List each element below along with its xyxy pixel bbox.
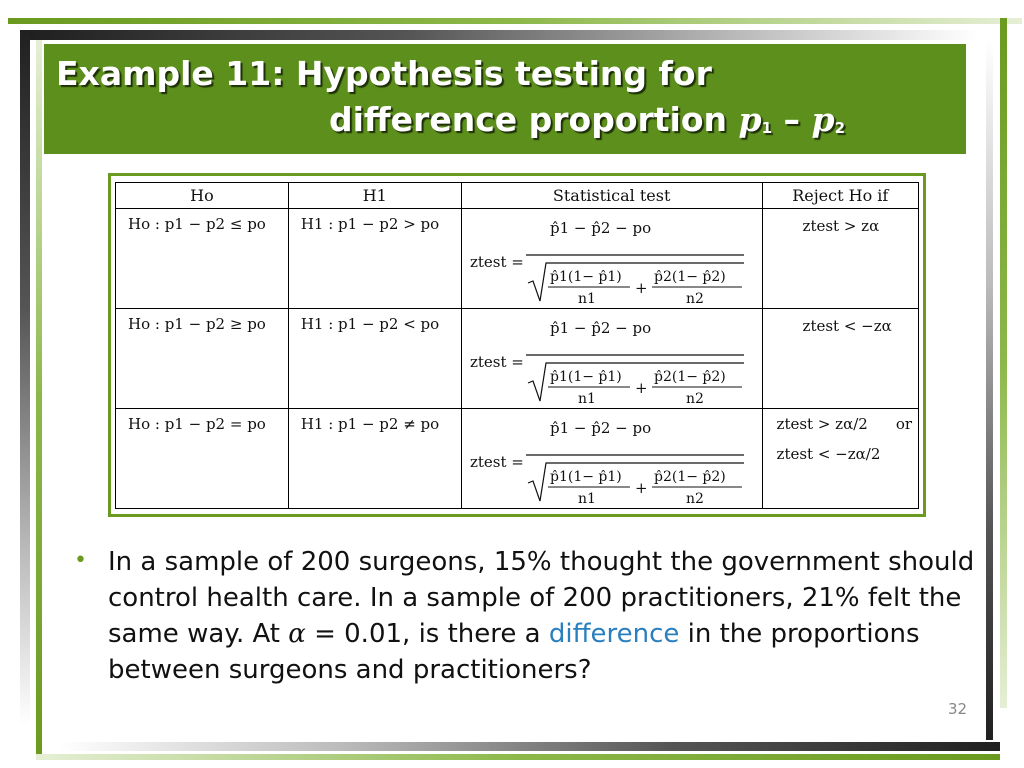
- plus-sign: +: [634, 479, 648, 497]
- formula-svg: [470, 211, 760, 305]
- frame-bottom-green-bar: [36, 754, 1000, 760]
- cell-reject-rule: ztest > zα: [762, 209, 918, 309]
- formula-numerator: p̂1 − p̂2 − po: [549, 419, 651, 437]
- frame-bottom-dark-bar: [60, 742, 1000, 751]
- title-sub2: 2: [834, 119, 846, 137]
- term1-denominator: n1: [577, 391, 596, 405]
- hypothesis-table-frame: [108, 173, 926, 517]
- formula-numerator: p̂1 − p̂2 − po: [549, 319, 651, 337]
- bullet-text-part2: = 0.01, is there a: [305, 619, 549, 649]
- bullet-icon: •: [74, 548, 87, 573]
- term2-numerator: p̂2(1− p̂2): [653, 269, 726, 285]
- term2-denominator: n2: [685, 491, 704, 505]
- bullet-text-part1: In a sample of 200 surgeons, 15% thought the government should control health care. In a sample of 200 practitioners, 21% felt the same way. At: [108, 547, 975, 649]
- frame-right-green-bar: [1000, 18, 1007, 708]
- formula-svg: [470, 311, 760, 405]
- table-row: [116, 209, 919, 309]
- title-text: difference proportion: [329, 100, 739, 139]
- slide-number: 32: [948, 700, 968, 718]
- slide-title-line-1: Example 11: Hypothesis testing for: [56, 54, 712, 93]
- term2-denominator: n2: [685, 391, 704, 405]
- cell-null-hypothesis: Ho : p1 − p2 ≤ po: [116, 209, 289, 309]
- term2-numerator: p̂2(1− p̂2): [653, 469, 726, 485]
- cell-null-hypothesis: Ho : p1 − p2 = po: [116, 409, 289, 509]
- term1-denominator: n1: [577, 491, 596, 505]
- term2-numerator: p̂2(1− p̂2): [653, 369, 726, 385]
- bullet-paragraph: [108, 544, 978, 688]
- formula-numerator: p̂1 − p̂2 − po: [549, 219, 651, 237]
- table-row: [116, 409, 919, 509]
- highlighted-word: difference: [548, 619, 680, 649]
- cell-alt-hypothesis: H1 : p1 − p2 > po: [288, 209, 461, 309]
- header-statistical-test: Statistical test: [461, 183, 762, 209]
- formula-svg: [470, 411, 760, 505]
- plus-sign: +: [634, 279, 648, 297]
- cell-reject-rule: ztest < −zα: [762, 309, 918, 409]
- header-h0: Ho: [116, 183, 289, 209]
- cell-reject-rule: [762, 409, 918, 509]
- term1-denominator: n1: [577, 291, 596, 305]
- cell-null-hypothesis: Ho : p1 − p2 ≥ po: [116, 309, 289, 409]
- plus-sign: +: [634, 379, 648, 397]
- cell-test-formula: [461, 309, 762, 409]
- reject-rule-or: or: [895, 415, 913, 433]
- title-sub1: 1: [761, 119, 773, 137]
- cell-test-formula: [461, 409, 762, 509]
- frame-top-dark-bar: [30, 30, 978, 40]
- table-header-row: [116, 183, 919, 209]
- formula-lhs: ztest =: [469, 353, 524, 371]
- cell-alt-hypothesis: H1 : p1 − p2 < po: [288, 309, 461, 409]
- term1-numerator: p̂1(1− p̂1): [549, 469, 622, 485]
- frame-top-green-bar: [8, 18, 1022, 24]
- title-p2: p: [811, 100, 835, 139]
- frame-left-green-bar: [36, 40, 42, 754]
- cell-alt-hypothesis: H1 : p1 − p2 ≠ po: [288, 409, 461, 509]
- header-reject-if: Reject Ho if: [762, 183, 918, 209]
- header-h1: H1: [288, 183, 461, 209]
- table-row: [116, 309, 919, 409]
- term2-denominator: n2: [685, 291, 704, 305]
- frame-left-dark-bar: [20, 30, 30, 726]
- frame-right-dark-bar: [986, 40, 993, 740]
- reject-rule-upper: ztest > zα/2: [776, 415, 868, 433]
- bullet-text-part3: in the proportions between surgeons and practitioners?: [108, 619, 920, 685]
- term1-numerator: p̂1(1− p̂1): [549, 369, 622, 385]
- title-p1: p: [738, 100, 762, 139]
- reject-rule-lower: ztest < −zα/2: [776, 445, 881, 463]
- title-minus: –: [772, 100, 812, 139]
- alpha-symbol: α: [288, 619, 306, 649]
- slide-title-box: [44, 44, 966, 154]
- formula-lhs: ztest =: [469, 253, 524, 271]
- cell-test-formula: [461, 209, 762, 309]
- term1-numerator: p̂1(1− p̂1): [549, 269, 622, 285]
- slide-title-line-2: [329, 100, 845, 139]
- formula-lhs: ztest =: [469, 453, 524, 471]
- hypothesis-table: [115, 182, 919, 509]
